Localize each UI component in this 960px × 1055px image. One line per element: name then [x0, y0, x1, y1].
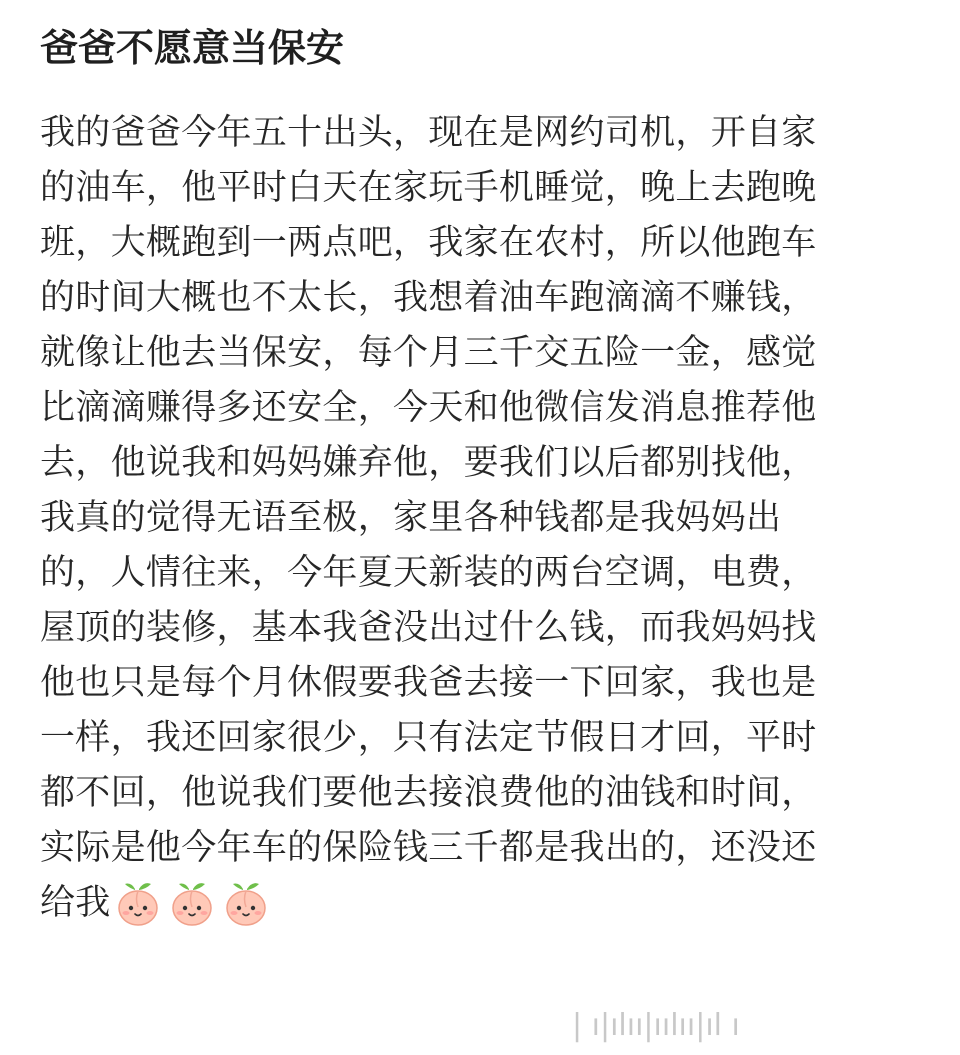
post-body-line: 的，人情往来，今年夏天新装的两台空调，电费，	[40, 553, 817, 593]
peach-face-icon	[113, 879, 163, 929]
post-body-last-text: 给我	[40, 883, 111, 923]
post-body-line: 的油车，他平时白天在家玩手机睡觉，晚上去跑晚	[40, 168, 817, 208]
post-body-line: 比滴滴赚得多还安全，今天和他微信发消息推荐他	[40, 388, 817, 428]
post-body-line: 的时间大概也不太长，我想着油车跑滴滴不赚钱，	[40, 278, 817, 318]
post-body-line: 他也只是每个月休假要我爸去接一下回家，我也是	[40, 663, 817, 703]
peach-face-icon	[221, 879, 271, 929]
post-body-line: 班，大概跑到一两点吧，我家在农村，所以他跑车	[40, 223, 817, 263]
post-body-line: 我真的觉得无语至极，家里各种钱都是我妈妈出	[40, 498, 782, 538]
watermark: | ı|ılıı|ıılıı|ıl ı	[572, 1008, 740, 1043]
post-body-line: 我的爸爸今年五十出头，现在是网约司机，开自家	[40, 113, 817, 153]
post-body-line: 去，他说我和妈妈嫌弃他，要我们以后都别找他，	[40, 443, 817, 483]
post-title: 爸爸不愿意当保安	[40, 26, 345, 70]
post-body-line: 都不回，他说我们要他去接浪费他的油钱和时间，	[40, 773, 817, 813]
post-body-line: 屋顶的装修，基本我爸没出过什么钱，而我妈妈找	[40, 608, 817, 648]
post-body-line: 一样，我还回家很少，只有法定节假日才回，平时	[40, 718, 817, 758]
post-body-line: 实际是他今年车的保险钱三千都是我出的，还没还	[40, 828, 817, 868]
post-body-last-line	[40, 876, 930, 931]
emoji-row	[113, 879, 275, 929]
post-body	[40, 106, 930, 931]
peach-face-icon	[167, 879, 217, 929]
post-body-line: 就像让他去当保安，每个月三千交五险一金，感觉	[40, 333, 817, 373]
